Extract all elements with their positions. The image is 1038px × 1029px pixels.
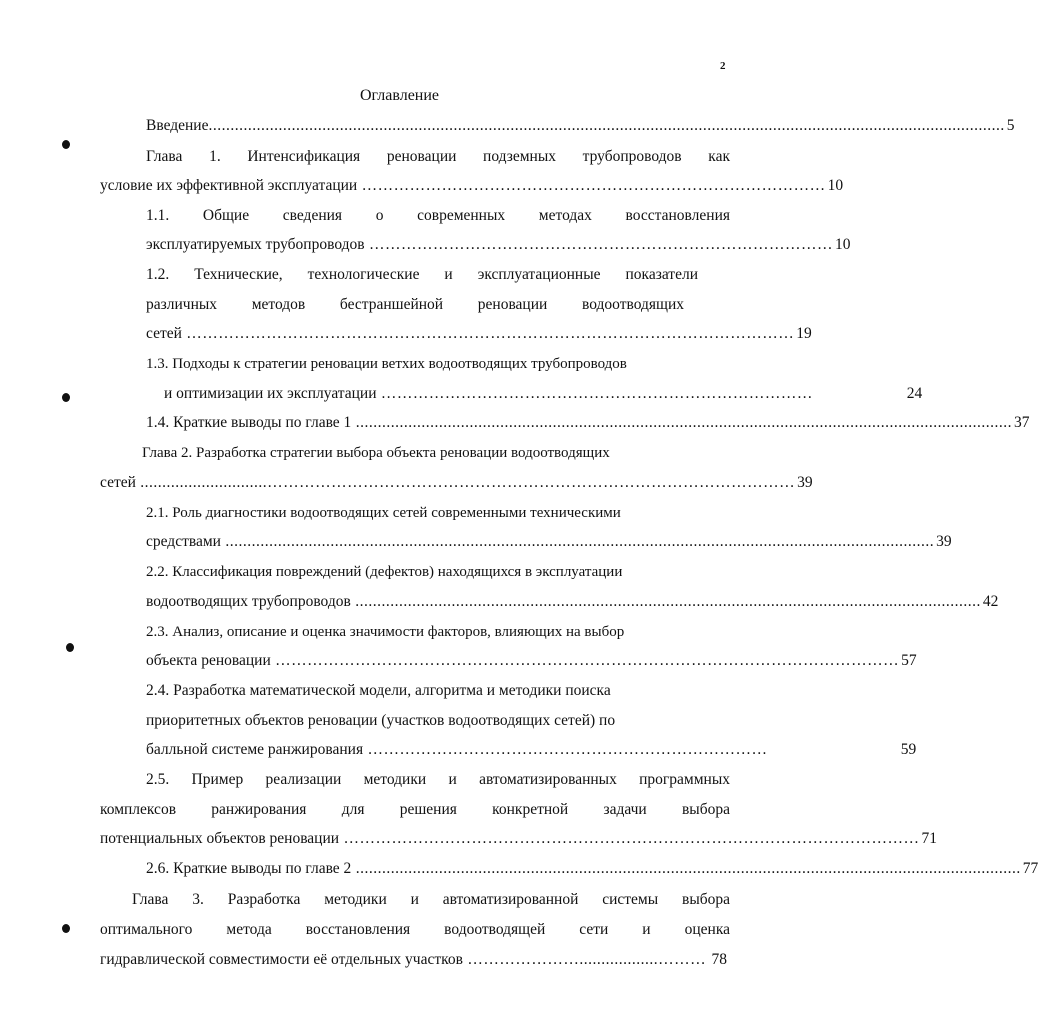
toc-entry-label: сетей <box>146 325 182 342</box>
toc-section-1-1: эксплуатируемых трубопроводов …………………………………………………………………………… 10 <box>146 236 851 253</box>
toc-section-2-5-line2: комплексов ранжирования для решения конкретной задачи выбора <box>100 801 730 818</box>
toc-section-2-4-line1: 2.4. Разработка математической модели, алгоритма и методики поиска <box>146 682 611 699</box>
toc-section-2-3: объекта реновации ……………………………………………………………………………………………………… 57 <box>146 652 917 669</box>
toc-entry-label: и оптимизации их эксплуатации <box>164 385 377 402</box>
binder-hole-mark <box>62 140 70 149</box>
binder-hole-mark <box>62 924 70 933</box>
toc-section-2-4-line2: приоритетных объектов реновации (участков водоотводящих сетей) по <box>146 712 616 729</box>
toc-section-1-2: сетей …………………………………………………………………………………………………… 19 <box>146 325 812 342</box>
toc-entry-label: условие их эффективной эксплуатации <box>100 177 358 194</box>
toc-page-number: 78 <box>711 951 727 968</box>
toc-section-2-4: балльной системе ранжирования ………………………………………………………………… 59 <box>146 741 917 758</box>
toc-section-2-6: 2.6. Краткие выводы по главе 2 ........................................................................................................................................................ 77 <box>146 860 1038 877</box>
toc-entry-label: средствами <box>146 533 221 550</box>
toc-section-2-5: потенциальных объектов реновации ……………………………………………………………………………………………… 71 <box>100 830 937 847</box>
toc-chapter-2: сетей .............................……………………………………………………………………………………… 39 <box>100 474 813 491</box>
toc-entry-label: балльной системе ранжирования <box>146 741 364 758</box>
toc-section-1-3-line1: 1.3. Подходы к стратегии реновации ветхих водоотводящих трубопроводов <box>146 356 627 372</box>
toc-page-number: 19 <box>796 325 812 342</box>
toc-page-number: 10 <box>827 177 844 194</box>
toc-chapter-3-line1: Глава 3. Разработка методики и автоматизированной системы выбора <box>132 891 730 908</box>
toc-entry-label: Введение <box>146 117 209 134</box>
toc-entry-label: 1.4. Краткие выводы по главе 1 <box>146 414 352 431</box>
toc-section-1-4: 1.4. Краткие выводы по главе 1 ...................................................................................................................................................... 37 <box>146 414 1030 431</box>
toc-page-number: 10 <box>834 236 851 253</box>
toc-section-2-5-line1: 2.5. Пример реализации методики и автоматизированных программных <box>146 771 730 788</box>
toc-chapter-1: условие их эффективной эксплуатации …………………………………………………………………………… 10 <box>100 177 844 194</box>
toc-entry-label: потенциальных объектов реновации <box>100 830 340 847</box>
page-title: Оглавление <box>359 87 440 104</box>
toc-section-2-2-line1: 2.2. Классификация повреждений (дефектов) находящихся в эксплуатации <box>146 564 623 580</box>
toc-page-number: 71 <box>921 830 937 847</box>
toc-entry-label: водоотводящих трубопроводов <box>146 593 351 610</box>
toc-section-1-2-line1: 1.2. Технические, технологические и эксплуатационные показатели <box>146 266 698 283</box>
toc-page-number: 77 <box>1022 860 1038 877</box>
toc-chapter-1-line1: Глава 1. Интенсификация реновации подземных трубопроводов как <box>146 148 730 165</box>
toc-page-number: 57 <box>901 652 917 669</box>
toc-entry-label: эксплуатируемых трубопроводов <box>146 236 365 253</box>
toc-page-number: 59 <box>900 741 917 758</box>
toc-page-number: 39 <box>936 533 952 550</box>
toc-entry-label: 2.6. Краткие выводы по главе 2 <box>146 860 352 877</box>
toc-page-number: 42 <box>982 593 999 610</box>
toc-entry-label: сетей <box>100 474 136 491</box>
toc-entry-label: гидравлической совместимости её отдельных участков <box>100 951 463 968</box>
binder-hole-mark <box>66 643 74 652</box>
toc-section-2-3-line1: 2.3. Анализ, описание и оценка значимости факторов, влияющих на выбор <box>146 624 625 640</box>
toc-entry-intro: Введение ...................................................................................................................................................................................... 5 <box>146 117 1015 134</box>
page-number: 2 <box>720 60 726 72</box>
toc-page-number: 37 <box>1013 414 1030 431</box>
toc-page-number: 24 <box>906 385 923 402</box>
toc-section-2-1: средствами .................................................................................................................................................................. 39 <box>146 533 952 550</box>
toc-section-1-2-line2: различных методов бестраншейной реновации водоотводящих <box>146 296 684 313</box>
toc-section-2-2: водоотводящих трубопроводов ............................................................................................................................................... 42 <box>146 593 999 610</box>
toc-page-number: 5 <box>1006 117 1015 134</box>
toc-section-2-1-line1: 2.1. Роль диагностики водоотводящих сетей современными техническими <box>146 505 621 521</box>
toc-chapter-2-line1: Глава 2. Разработка стратегии выбора объекта реновации водоотводящих <box>142 445 610 461</box>
toc-section-1-3: и оптимизации их эксплуатации ……………………………………………………………………… 24 <box>164 385 923 402</box>
toc-page-number: 39 <box>797 474 813 491</box>
toc-chapter-3-line2: оптимального метода восстановления водоотводящей сети и оценка <box>100 921 730 938</box>
toc-section-1-1-line1: 1.1. Общие сведения о современных методах восстановления <box>146 207 730 224</box>
binder-hole-mark <box>62 393 70 402</box>
toc-chapter-3: гидравлической совместимости её отдельных участков …………………..................……… 78 <box>100 951 727 968</box>
toc-entry-label: объекта реновации <box>146 652 271 669</box>
